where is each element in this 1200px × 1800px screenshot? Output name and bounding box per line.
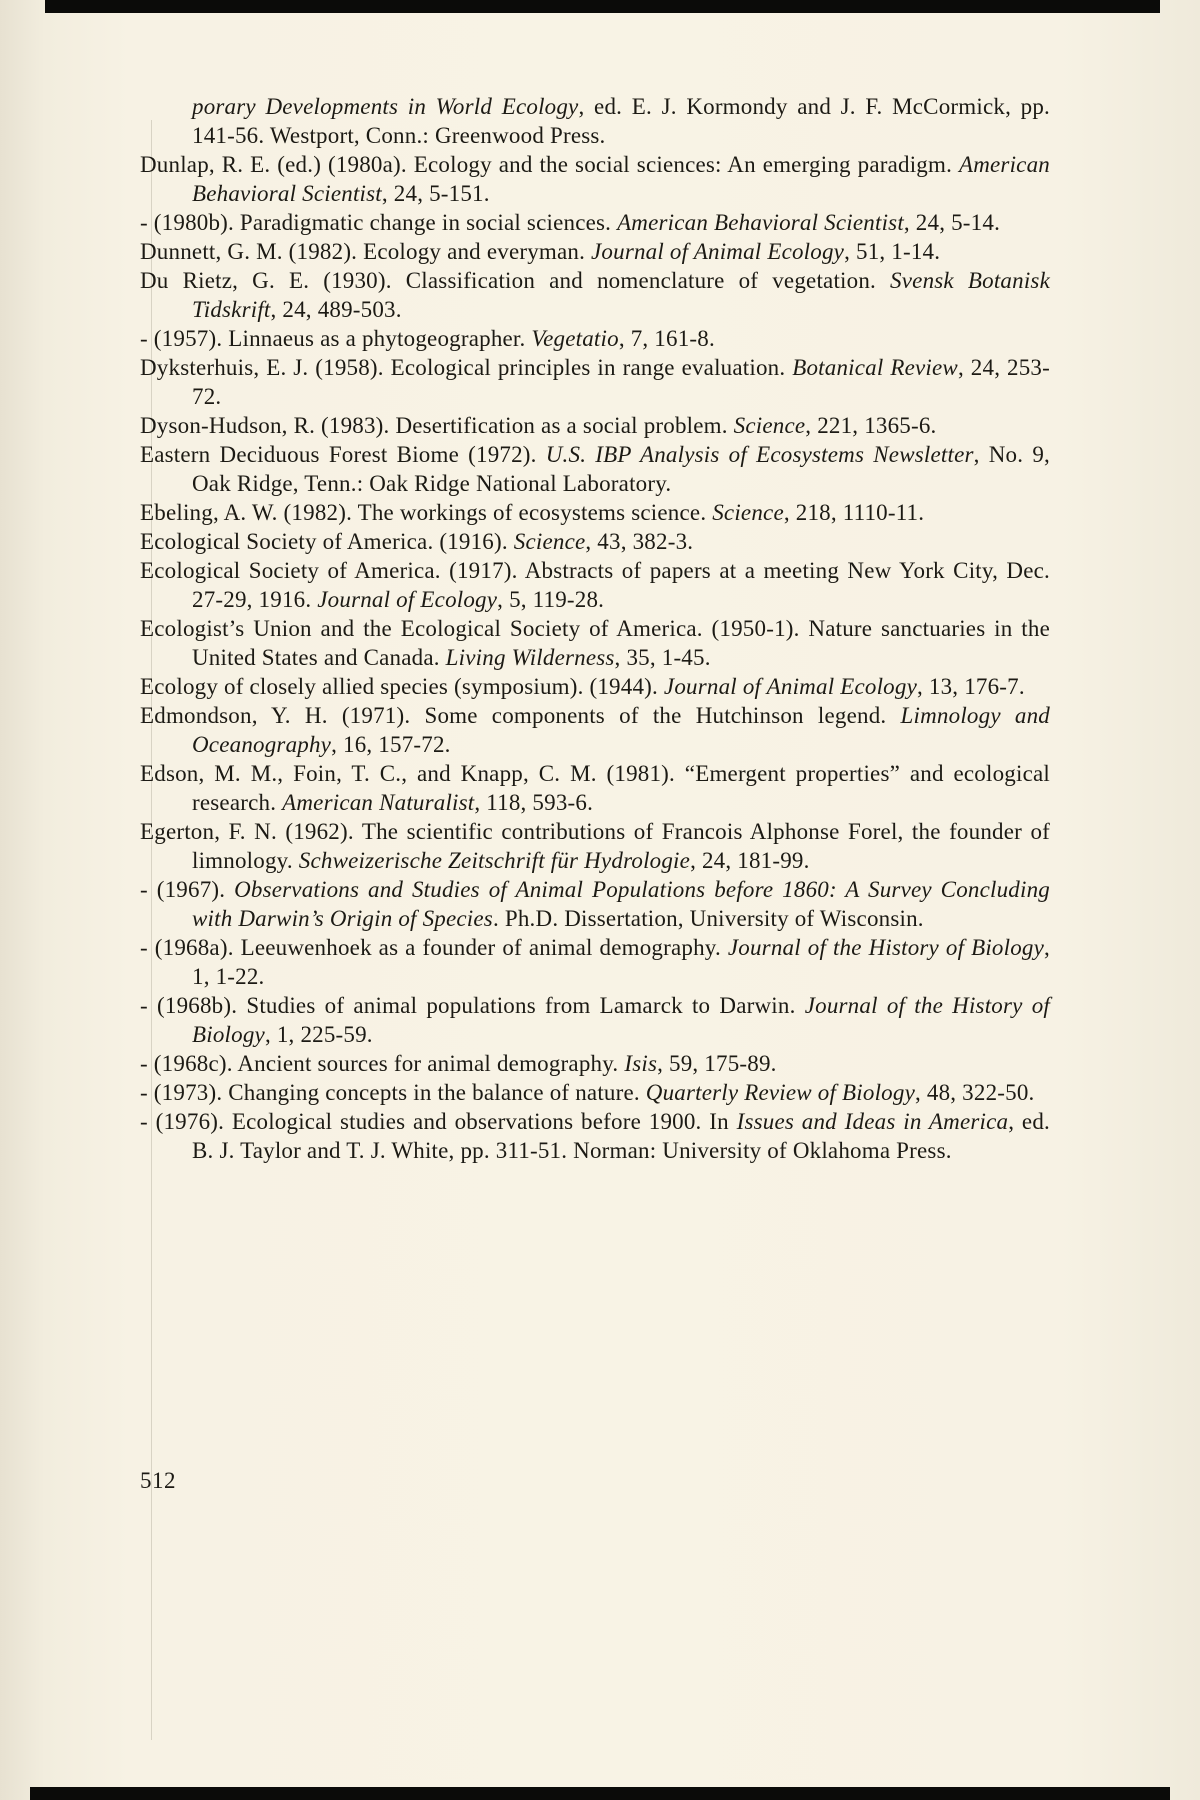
entry-text: , 24, 253-72.	[192, 355, 1050, 409]
entry-text: - (1967).	[140, 877, 235, 902]
entry-text: - (1980b). Paradigmatic change in social sciences.	[140, 210, 618, 235]
entry-text: , 221, 1365-6.	[805, 413, 937, 438]
work-title-italic: Limnology and Oceanography	[192, 703, 1050, 757]
entry-text: , No. 9, Oak Ridge, Tenn.: Oak Ridge National Laboratory.	[192, 442, 1050, 496]
entry-text: Ebeling, A. W. (1982). The workings of ecosystems science.	[140, 500, 713, 525]
work-title-italic: Journal of Animal Ecology	[663, 674, 917, 699]
entry-text: , 7, 161-8.	[618, 326, 715, 351]
entry-text: Dunlap, R. E. (ed.) (1980a). Ecology and the social sciences: An emerging paradigm.	[140, 152, 959, 177]
work-title-italic: porary Developments in World Ecology	[192, 94, 579, 119]
entry-text: Egerton, F. N. (1962). The scientific contributions of Francois Alphonse Forel, the founder of limnology.	[140, 819, 1050, 873]
entry-text: , 43, 382-3.	[585, 529, 694, 554]
bibliography-entry	[140, 324, 1050, 353]
work-title-italic: American Behavioral Scientist	[617, 210, 904, 235]
entry-text: , 1, 1-22.	[192, 935, 1050, 989]
page-number: 512	[140, 1468, 176, 1493]
entry-text: , 24, 5-151.	[381, 181, 490, 206]
bibliography-entry	[140, 556, 1050, 614]
work-title-italic: Vegetatio	[531, 326, 619, 351]
entry-text: , ed. E. J. Kormondy and J. F. McCormick, pp. 141-56. Westport, Conn.: Greenwood Press.	[192, 94, 1050, 148]
work-title-italic: U.S. IBP Analysis of Ecosystems Newsletter	[545, 442, 974, 467]
bibliography-entry	[140, 1078, 1050, 1107]
entry-text: - (1957). Linnaeus as a phytogeographer.	[140, 326, 532, 351]
entry-text: - (1968c). Ancient sources for animal demography.	[140, 1051, 625, 1076]
entry-text: Ecology of closely allied species (symposium). (1944).	[140, 674, 664, 699]
work-title-italic: Journal of the History of Biology	[192, 993, 1050, 1047]
bibliography-entry	[140, 411, 1050, 440]
entry-text: Edson, M. M., Foin, T. C., and Knapp, C. M. (1981). “Emergent properties” and ecological research.	[140, 761, 1050, 815]
work-title-italic: Journal of Animal Ecology	[591, 239, 845, 264]
bibliography-entry	[140, 701, 1050, 759]
work-title-italic: Science	[513, 529, 586, 554]
work-title-italic: Isis	[624, 1051, 658, 1076]
bibliography-entry	[140, 92, 1050, 150]
entry-text: , 24, 489-503.	[270, 297, 402, 322]
bibliography-entry	[140, 817, 1050, 875]
bibliography-entry	[140, 875, 1050, 933]
work-title-italic: Science	[712, 500, 784, 525]
entry-text: Dunnett, G. M. (1982). Ecology and everyman.	[140, 239, 592, 264]
work-title-italic: Observations and Studies of Animal Populations before 1860: A Survey Concluding with Darwin’s Origin of Species	[192, 877, 1050, 931]
entry-text: , 24, 5-14.	[903, 210, 1001, 235]
entry-text: Ecological Society of America. (1917). Abstracts of papers at a meeting New York City, Dec. 27-29, 1916.	[140, 558, 1050, 612]
entry-text: Dyksterhuis, E. J. (1958). Ecological principles in range evaluation.	[140, 355, 793, 380]
work-title-italic: Journal of the History of Biology	[727, 935, 1045, 960]
entry-text: - (1968b). Studies of animal populations from Lamarck to Darwin.	[140, 993, 805, 1018]
entry-text: Dyson-Hudson, R. (1983). Desertification as a social problem.	[140, 413, 734, 438]
work-title-italic: Botanical Review	[792, 355, 958, 380]
work-title-italic: Living Wilderness	[445, 645, 615, 670]
bibliography-entry	[140, 991, 1050, 1049]
bibliography-entry	[140, 933, 1050, 991]
bibliography-entry	[140, 353, 1050, 411]
entry-text: , 13, 176-7.	[917, 674, 1025, 699]
work-title-italic: Issues and Ideas in America	[736, 1109, 1009, 1134]
bibliography-entry	[140, 614, 1050, 672]
entry-text: Eastern Deciduous Forest Biome (1972).	[140, 442, 546, 467]
bibliography-entry	[140, 498, 1050, 527]
entry-text: - (1976). Ecological studies and observations before 1900. In	[140, 1109, 737, 1134]
bibliography-entry	[140, 672, 1050, 701]
scan-edge-artifact-bottom	[30, 1787, 1170, 1800]
entry-text: , 5, 119-28.	[497, 587, 605, 612]
entry-text: . Ph.D. Dissertation, University of Wisconsin.	[492, 906, 924, 931]
entry-text: , 16, 157-72.	[331, 732, 451, 757]
bibliography-entry	[140, 1049, 1050, 1078]
entry-text: , 59, 175-89.	[657, 1051, 777, 1076]
work-title-italic: Science	[733, 413, 806, 438]
entry-text: , 1, 225-59.	[264, 1022, 373, 1047]
work-title-italic: American Behavioral Scientist	[192, 152, 1050, 206]
bibliography-entry	[140, 1107, 1050, 1165]
entry-text: , 118, 593-6.	[474, 790, 594, 815]
entry-text: , 48, 322-50.	[914, 1080, 1035, 1105]
entry-text: , 24, 181-99.	[690, 848, 810, 873]
bibliography-entry	[140, 759, 1050, 817]
bibliography-entry	[140, 208, 1050, 237]
work-title-italic: Schweizerische Zeitschrift für Hydrologie	[298, 848, 691, 873]
bibliography-list	[140, 92, 1050, 1165]
work-title-italic: American Naturalist	[282, 790, 475, 815]
bibliography-entry	[140, 527, 1050, 556]
entry-text: - (1968a). Leeuwenhoek as a founder of animal demography.	[140, 935, 728, 960]
bibliography-entry	[140, 266, 1050, 324]
scan-edge-artifact-top	[45, 0, 1160, 13]
entry-text: Ecological Society of America. (1916).	[140, 529, 514, 554]
bibliography-entry	[140, 150, 1050, 208]
bibliography-entry	[140, 440, 1050, 498]
entry-text: - (1973). Changing concepts in the balance of nature.	[140, 1080, 646, 1105]
entry-text: Ecologist’s Union and the Ecological Society of America. (1950-1). Nature sanctuaries in the United States and Canada.	[140, 616, 1050, 670]
work-title-italic: Quarterly Review of Biology	[645, 1080, 915, 1105]
entry-text: Du Rietz, G. E. (1930). Classification and nomenclature of vegetation.	[140, 268, 891, 293]
work-title-italic: Svensk Botanisk Tidskrift	[192, 268, 1050, 322]
entry-text: , 35, 1-45.	[614, 645, 711, 670]
work-title-italic: Journal of Ecology	[317, 587, 498, 612]
entry-text: , 218, 1110-11.	[783, 500, 925, 525]
bibliography-entry	[140, 237, 1050, 266]
entry-text: Edmondson, Y. H. (1971). Some components of the Hutchinson legend.	[140, 703, 901, 728]
entry-text: , 51, 1-14.	[844, 239, 941, 264]
entry-text: , ed. B. J. Taylor and T. J. White, pp. 311-51. Norman: University of Oklahoma Press.	[192, 1109, 1050, 1163]
